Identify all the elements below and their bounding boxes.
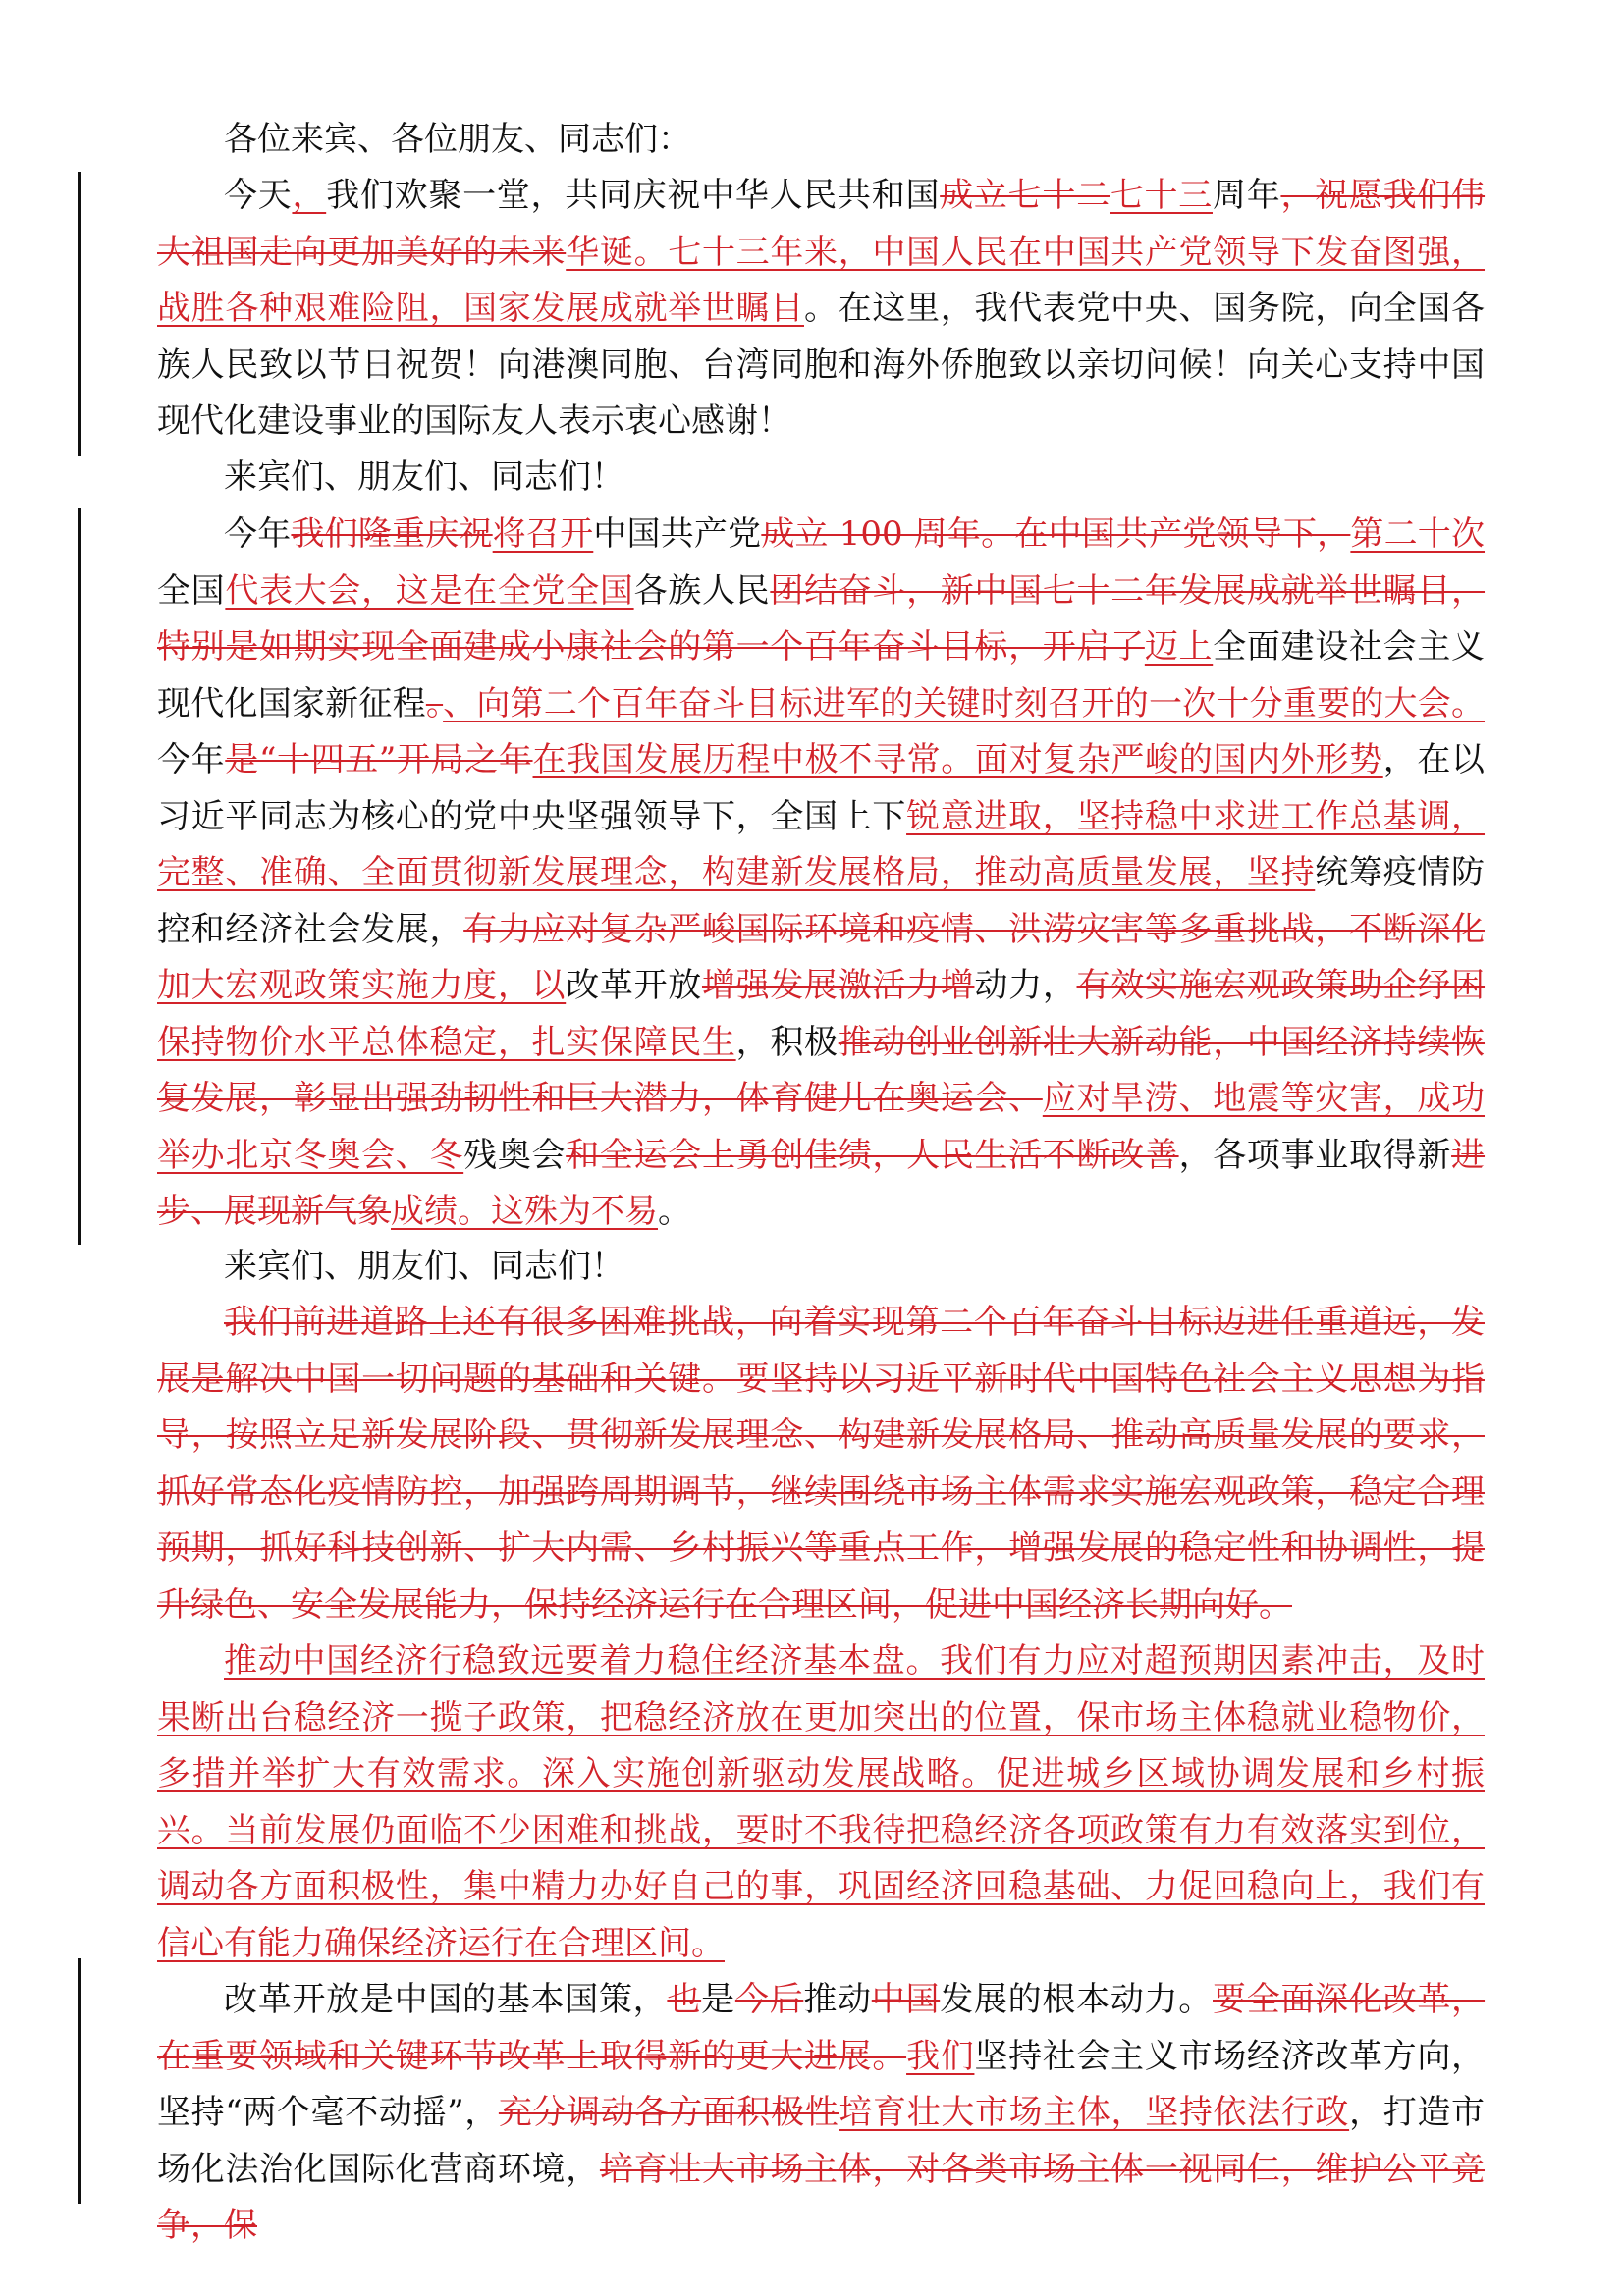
deleted-text: 成立七十二 bbox=[940, 176, 1110, 215]
inserted-text: 培育壮大市场主体，坚持依法行政 bbox=[839, 2093, 1350, 2132]
inserted-text: 锐意进取，坚持稳中求进工作总基调，完整、准确、全面贯彻新发展理念，构建新发展格局，推动高质量发展，坚持 bbox=[157, 796, 1486, 892]
text-run: 今年 bbox=[157, 740, 226, 779]
text-run: 统筹疫情防控和经济社会发展， bbox=[157, 853, 1486, 949]
deleted-text: 我们隆重庆祝 bbox=[291, 514, 493, 554]
text-run: ，积极 bbox=[735, 1022, 839, 1062]
deleted-text: 要全面深化改革，在重要领域和关键环节改革上取得新的更大进展。 bbox=[157, 1980, 1486, 2076]
deleted-text: 培育壮大市场主体，对各类市场主体一视同仁，维护公平竞争，保 bbox=[157, 2149, 1486, 2245]
text-run: 各位来宾、各位朋友、同志们： bbox=[224, 120, 691, 159]
text-run: 是 bbox=[701, 1980, 735, 2019]
deleted-text: 中国 bbox=[871, 1980, 941, 2019]
inserted-text: 迈上 bbox=[1144, 627, 1214, 667]
change-bar-3 bbox=[78, 1958, 81, 2204]
deleted-text: 有力应对复杂严峻国际环境和疫情、洪涝灾害等多重挑战，不断深化 bbox=[463, 909, 1486, 949]
salutation-paragraph bbox=[157, 112, 1485, 169]
change-bar-1 bbox=[78, 172, 81, 456]
salutation-paragraph-2 bbox=[157, 450, 1485, 507]
inserted-text: 代表大会，这是在全党全国 bbox=[225, 570, 634, 611]
text-run: 残奥会 bbox=[463, 1135, 567, 1175]
text-run: 各族人民 bbox=[633, 570, 771, 611]
inserted-economy-paragraph bbox=[157, 1633, 1485, 1972]
text-run: 动力， bbox=[974, 966, 1077, 1005]
change-bar-2 bbox=[78, 508, 81, 1245]
reform-paragraph bbox=[157, 1972, 1485, 2255]
text-run: 。在这里，我代表党中央、国务院，向全国各族人民致以节日祝贺！向港澳同胞、台湾同胞和海外侨胞致以亲切问候！向关心支持中国现代化建设事业的国际友人表示衷心感谢！ bbox=[157, 289, 1485, 441]
deleted-text: 成立 100 周年。在中国共产党领导下， bbox=[761, 514, 1351, 554]
inserted-text: 我们 bbox=[906, 2036, 975, 2076]
deleted-text: 推动创业创新壮大新动能，中国经济持续恢复发展，彰显出强劲韧性和巨大潜力，体育健儿在奥运会、 bbox=[157, 1022, 1486, 1118]
deleted-text: 和全运会上勇创佳绩，人民生活不断改善 bbox=[566, 1135, 1179, 1175]
inserted-text: 成绩。这殊为不易 bbox=[391, 1192, 658, 1231]
text-run: 坚持社会主义市场经济改革方向，坚持“两个毫不动摇”， bbox=[157, 2036, 1486, 2132]
text-run: 周年 bbox=[1212, 176, 1281, 215]
deleted-text: 是“十四五”开局之年 bbox=[225, 740, 533, 779]
deleted-text: ，祝愿我们伟大祖国走向更加美好的未来 bbox=[157, 176, 1486, 272]
text-run: 今年 bbox=[224, 514, 292, 554]
inserted-text: 在我国发展历程中极不寻常。面对复杂严峻的国内外形势 bbox=[532, 740, 1383, 779]
deleted-text: 增强发展激活力增 bbox=[701, 966, 975, 1005]
text-run: 发展的根本动力。 bbox=[940, 1980, 1213, 2019]
inserted-text: 、向第二个百年奋斗目标进军的关键时刻召开的一次十分重要的大会。 bbox=[443, 683, 1486, 723]
text-run: ，各项事业取得新 bbox=[1178, 1135, 1452, 1175]
achievements-paragraph bbox=[157, 507, 1485, 1241]
inserted-text: 加大宏观政策实施力度，以 bbox=[157, 966, 567, 1005]
opening-paragraph bbox=[157, 168, 1485, 451]
inserted-text: 华诞。七十三年来，中国人民在中国共产党领导下发奋图强，战胜各种艰难险阻，国家发展成就举世瞩目 bbox=[157, 232, 1486, 328]
inserted-text: 将召开 bbox=[492, 514, 594, 554]
inserted-text: 应对旱涝、地震等灾害，成功举办北京冬奥会、冬 bbox=[157, 1079, 1486, 1175]
inserted-text: 保持物价水平总体稳定，扎实保障民生 bbox=[157, 1022, 736, 1062]
text-run: 全国 bbox=[157, 570, 226, 611]
text-run: 中国共产党 bbox=[593, 514, 762, 554]
inserted-text: 推动中国经济行稳致远要着力稳住经济基本盘。我们有力应对超预期因素冲击，及时果断出台稳经济一揽子政策，把稳经济放在更加突出的位置，保市场主体稳就业稳物价，多措并举扩大有效需求。深入实施创新驱动发展战略。促进城乡区域协调发展和乡村振兴。当前发展仍面临不少困难和挑战，要时不我待把稳经济各项政策有力有效落实到位，调动各方面积极性，集中精力办好自己的事，巩固经济回稳基础、力促回稳向上，我们有信心有能力确保经济运行在合理区间。 bbox=[157, 1641, 1485, 1963]
text-run: 来宾们、朋友们、同志们！ bbox=[224, 457, 624, 497]
deleted-text: 团结奋斗，新中国七十二年发展成就举世瞩目，特别是如期实现全面建成小康社会的第一个百年奋斗目标，开启了 bbox=[157, 570, 1486, 667]
inserted-text: 七十三 bbox=[1110, 176, 1213, 215]
salutation-paragraph-3 bbox=[157, 1239, 1485, 1296]
text-run: 改革开放是中国的基本国策， bbox=[224, 1980, 668, 2019]
deleted-text: 进步、展现新气象 bbox=[157, 1135, 1486, 1231]
text-run: ，打造市场化法治化国际化营商环境， bbox=[157, 2093, 1486, 2189]
deleted-text: 今后 bbox=[734, 1980, 804, 2019]
deleted-text: 有效实施宏观政策助企纾困 bbox=[1076, 966, 1486, 1005]
deleted-text: 充分调动各方面积极性 bbox=[498, 2093, 839, 2132]
text-run: 。 bbox=[658, 1192, 691, 1231]
deleted-text: 也 bbox=[667, 1980, 702, 2019]
text-run: 来宾们、朋友们、同志们！ bbox=[224, 1247, 624, 1286]
text-run: 推动 bbox=[803, 1980, 872, 2019]
text-run: 今天 bbox=[224, 176, 293, 215]
deleted-development-paragraph bbox=[157, 1295, 1485, 1633]
inserted-text: 第二十次 bbox=[1350, 514, 1486, 554]
text-run: 我们欢聚一堂，共同庆祝中华人民共和国 bbox=[326, 176, 941, 215]
deleted-text: 我们前进道路上还有很多困难挑战，向着实现第二个百年奋斗目标迈进任重道远，发展是解决中国一切问题的基础和关键。要坚持以习近平新时代中国特色社会主义思想为指导，按照立足新发展阶段、贯彻新发展理念、构建新发展格局、推动高质量发展的要求，抓好常态化疫情防控，加强跨周期调节，继续围绕市场主体需求实施宏观政策，稳定合理预期，抓好科技创新、扩大内需、乡村振兴等重点工作，增强发展的稳定性和协调性，提升绿色、安全发展能力，保持经济运行在合理区间，促进中国经济长期向好。 bbox=[157, 1303, 1485, 1625]
deleted-text: 。 bbox=[425, 683, 444, 723]
text-run: 全面建设社会主义现代化国家新征程 bbox=[157, 627, 1486, 723]
inserted-text: ， bbox=[292, 176, 327, 215]
text-run: 改革开放 bbox=[566, 966, 702, 1005]
text-run: ，在以习近平同志为核心的党中央坚强领导下，全国上下 bbox=[157, 740, 1486, 836]
